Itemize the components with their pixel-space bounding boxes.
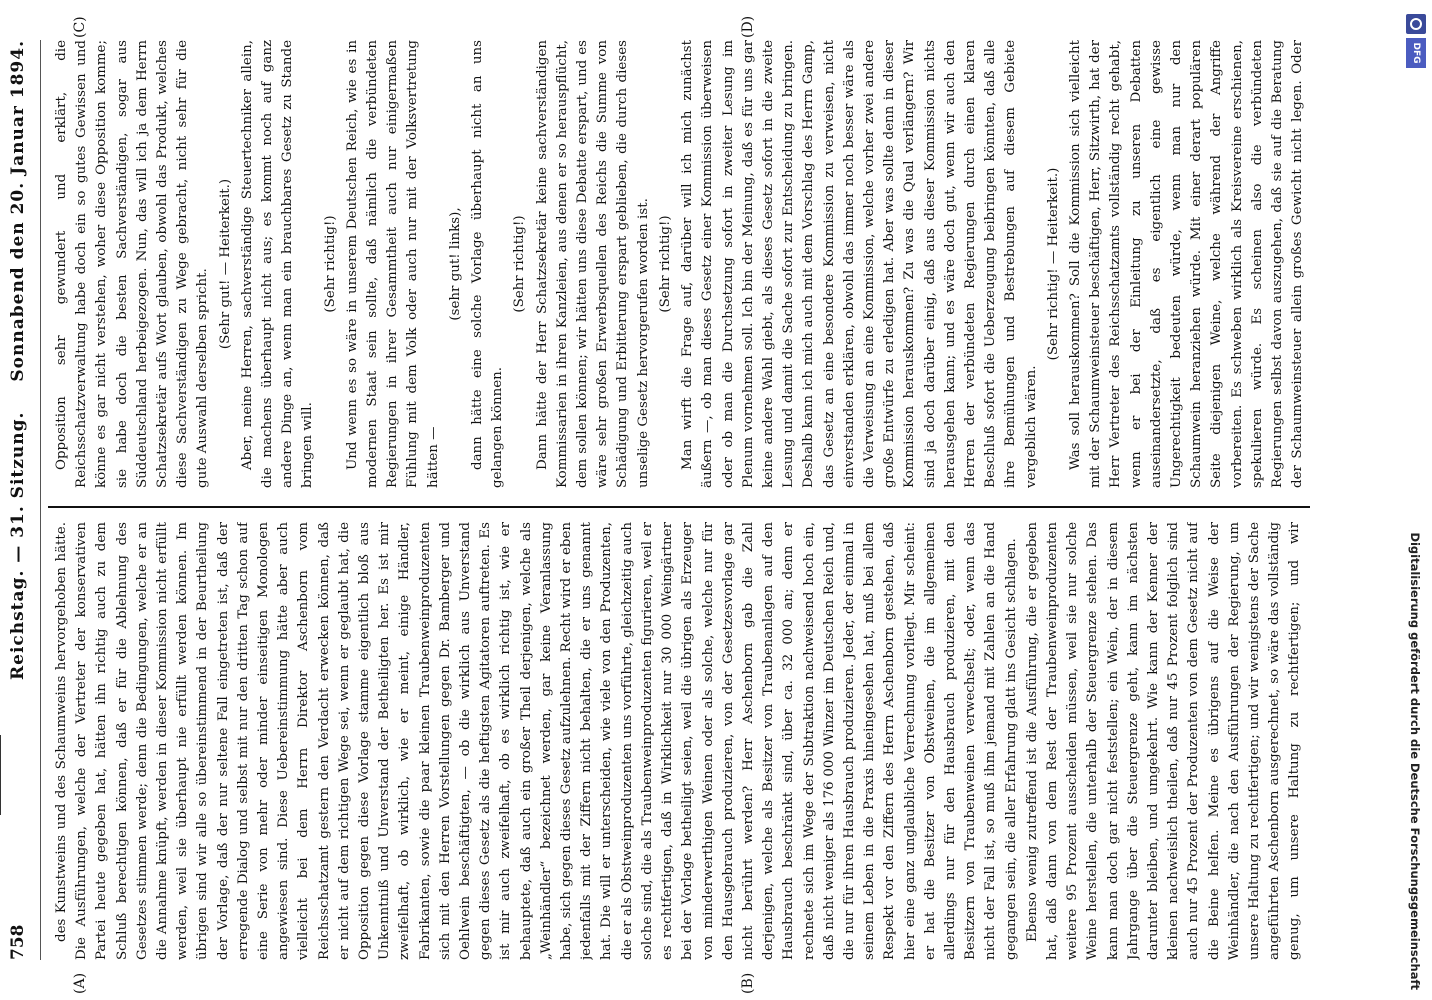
- paragraph: Was soll herauskommen? Soll die Kommission sich vielleicht mit der Schaumweinsteuer beschäftigen, Herr, Sitzwirth, hat der Herr Vertreter des Reichsschatzamts vollständig recht gehabt, wenn er bei der Einleitung zu unseren Debatten auseinandersetzte, daß es eigentlich eine gewisse Ungerechtigkeit bedeuten würde, wenn man nur den Schaumwein heranziehen würde. Mit einer derart populären Seite diejenigen Weine, welche während der Angriffe vorbereiten. Es schweben wirklich als Kreisvereine erschienen, spekulieren würde. Es scheinen also die verbündeten Regierungen selbst davon auszugehen, daß sie auf die Beratung der Schaumweinsteuer allein großes Gewicht nicht legen. Oder: [1067, 40, 1306, 488]
- margin-mark-c: (C): [72, 16, 88, 38]
- interjection: (Sehr richtig! — Heiterkeit.): [1045, 167, 1061, 361]
- left-text-column: [52, 522, 1306, 960]
- paragraph: Ebenso wenig zutreffend ist die Ausführung, die er gegeben hat, daß dann von dem Rest der Traubenweinproduzenten weitere 95 Prozent ausscheiden müssen, weil sie nur solche Weine herstellen, die unterhalb der Steuergrenze stehen. Das kann man doch gar nicht feststellen; ein Wein, der in diesem Jahrgange über die Steuergrenze geht, kann im nächsten darunter bleiben, und umgekehrt. Wie kann der Kenner der kleinen nachweislich theilen, daß nur 45 Prozent folglich sind auch nur 45 Prozent der Produzenten von dem Gesetz nicht auf die Beine helfen. Meine es übrigens auf die Weise der Weinhändler, die nach den Ausführungen der Regierung, um unsere Haltung zu rechtfertigen; und wir wenigstens der Sache angeführten Aschenborn ausgerechnet, so wäre das vollständig genug, um unsere Haltung zu rechtfertigen; und wir: [1024, 522, 1303, 960]
- interjection: (Sehr gut! — Heiterkeit.): [217, 178, 233, 350]
- dfg-emblem-icon: [1406, 14, 1426, 34]
- paragraph: des Kunstweins und des Schaumweins hervorgehoben hätte. Die Ausführungen, welche der Vertreter der konservativen Partei heute gegeben hat, hätten ihn richtig auch zu dem Schluß berechtigen können, daß er für die Ablehnung des Gesetzes stimmen werde; denn die Bedingungen, welche er an die Annahme knüpft, werden in dieser Kommission nicht erfüllt werden, weil sie überhaupt nie erfüllt werden können. Im übrigen sind wir alle so übereinstimmend in der Beurtheilung der Vorlage, daß der nur seltene Fall eingetreten ist, daß der erregende Dialog und selbst mit nur den dritten Tag schon auf eine Serie von mehr oder minder einseitigen Monologen angewiesen sind. Diese Uebereinstimmung hätte aber auch vielleicht bei dem Herrn Direktor Aschenborn vom Reichsschatzamt gestern den Verdacht erwecken können, daß er nicht auf dem richtigen Wege sei, wenn er geglaubt hat, die Opposition gegen diese Vorlage stamme eigentlich bloß aus Unkenntniß und Unverstand der Betheiligten her. Es ist mir zweifelhaft, ob wirklich, wie er meint, einige Händler, Fabrikanten, sowie die paar kleinen Traubenweinproduzenten sich mit den Herren Vorstellungen gegen Dr. Bamberger und Oehlwein beschäftigten, — ob die wirklich aus Unverstand gegen dieses Gesetz als die heftigsten Agitatoren auftreten. Es ist mir auch zweifelhaft, ob es wirklich richtig ist, wie er behauptete, daß auch ein großer Theil derjenigen, welche als „Weinhändler“ bezeichnet werden, gar keine Veranlassung habe, sich gegen dieses Gesetz aufzulehnen. Recht wird er eben jedenfalls mit der Ziffern nicht behalten, die er uns genannt hat. Die will er unterscheiden, wie viele von den Produzenten, die er als Obstweinproduzenten uns vorführte, gleichzeitig auch solche sind, die als Traubenweinproduzenten figurieren, weil er es rechtfertigen, daß in Wirklichkeit nur 30 000 Weingärtner bei der Vorlage betheiligt seien, weil die übrigen als Erzeuger von minderwerthigen Weinen oder als solche, welche nur für den Hausgebrauch produzieren, von der Gesetzesvorlage gar nicht berührt werden? Herr Aschenborn gab die Zahl derjenigen, welche als Besitzer von Traubenanlagen auf den Hausbrauch beschränkt sind, über ca. 32 000 an; denn er rechnete sich im Wege der Subtraktion nachweisend hoch ein, daß nicht weniger als 176 000 Winzer im Deutschen Reich und, die nur für ihren Hausbrauch produzieren. Jeder, der einmal in seinem Leben in die Praxis hineingesehen hat, muß bei allem Respekt vor den Ziffern des Herrn Aschenborn gestehen, daß hier eine ganz unglaubliche Verrechnung vorliegt. Mir scheint: er hat die Besitzer von Obstweinen, die im allgemeinen allerdings nur für den Hausbrauch produzieren, mit den Besitzern von Traubenweinen verwechselt; oder, wenn das nicht der Fall ist, so muß ihm jemand mit Zahlen an die Hand gegangen sein, die aller Erfahrung glatt ins Gesicht schlagen.: [54, 522, 1019, 960]
- header-rule: [40, 40, 41, 960]
- page-number: 758: [8, 924, 28, 960]
- paragraph: Man wirft die Frage auf, darüber will ich mich zunächst äußern —, ob man dieses Gesetz einer Kommission überweisen oder ob man die Durchsetzung sofort in zweiter Lesung im Plenum vornehmen soll. Ich bin der Meinung, daß es für uns gar keine andere Wahl giebt, als dieses Gesetz sofort in die zweite Lesung und damit die Sache sofort zur Entscheidung zu bringen. Deshalb kann ich mich auch mit dem Vorschlag des Herrn Gamp, das Gesetz an eine besondere Kommission zu verweisen, nicht einverstanden erklären, obwohl das immer noch besser wäre als die Verweisung an eine Kommission, welche vorher zwei andere große Entwürfe zu erledigen hat. Aber was sollte denn in dieser Kommission herauskommen? Zu was die Qual verlängern? Wir sind ja doch darüber einig, daß aus dieser Kommission nichts herausgehen kann; und es wäre doch gut, wenn wir auch den Herren der verbündeten Regierungen durch einen klaren Beschluß sofort die Ueberzeugung beibringen könnten, daß alle ihre Bemühungen und Bestrebungen auf diesem Gebiete vergeblich wären.: [680, 40, 1039, 488]
- right-text-column: [52, 40, 1306, 488]
- paragraph: dann hätte eine solche Vorlage überhaupt nicht an uns gelangen können.: [470, 40, 506, 488]
- paragraph: Opposition sehr gewundert und erklärt, die Reichsschatzverwaltung habe doch ein so gutes Gewissen und könne es gar nicht verstehen, woher diese Opposition komme; sie habe doch die besten Sachverständigen, sogar aus Süddeutschland herbeigezogen. Nun, das will ich ja dem Herrn Schatzsekretär aufs Wort glauben, obwohl das Produkt, welches diese Sachverständigen zu Wege gebracht, nicht sehr für die gute Auswahl derselben spricht.: [54, 40, 211, 488]
- interjection: (Sehr richtig!): [322, 215, 338, 313]
- margin-mark-a: (A): [72, 972, 88, 994]
- digitization-credit: [1404, 10, 1426, 990]
- interjection: (sehr gut! links),: [447, 207, 463, 321]
- paragraph: Dann hätte der Herr Schatzsekretär keine sachverständigen Kommissarien in ihren Kanzleien, aus denen er so herauspflücht, dem sollen können; wir hätten uns diese Debatte erspart, und es wäre sehr großen Erwerbsquellen des Reichs die Summe von Schädigung und Erbitterung erspart geblieben, die durch dieses unselige Gesetz hervorgerufen worden ist.: [534, 40, 651, 488]
- paragraph: Aber, meine Herren, sachverständige Steuertechniker allein, die machens überhaupt nicht aus; es kommt noch auf ganz andere Dinge an, wenn man ein brauchbares Gesetz zu Stande bringen will.: [239, 40, 316, 488]
- scan-artifact-line: [0, 735, 1, 815]
- dfg-logo: [1406, 38, 1426, 68]
- margin-mark-b: (B): [740, 972, 756, 994]
- dfg-logo-label: DFG: [1411, 42, 1421, 64]
- credit-text: Digitalisierung gefördert durch die Deutsche Forschungsgemeinschaft: [1408, 532, 1422, 990]
- session-title: Reichstag. — 31. Sitzung.: [8, 411, 28, 680]
- page-header: [8, 40, 38, 960]
- column-divider: [48, 506, 1310, 508]
- interjection: (Sehr richtig!): [657, 215, 673, 313]
- margin-mark-d: (D): [740, 15, 756, 38]
- interjection: (Sehr richtig!): [512, 215, 528, 313]
- session-date: Sonnabend den 20. Januar 1894.: [8, 40, 28, 382]
- paragraph: Und wenn es so wäre in unserem Deutschen Reich, wie es in modernen Staat sein sollte, daß nämlich die verbündeten Regierungen in ihrer Gesammtheit auch nur einigermaßen Fühlung mit dem Volk oder auch nur mit der Volksvertretung hätten —: [344, 40, 441, 488]
